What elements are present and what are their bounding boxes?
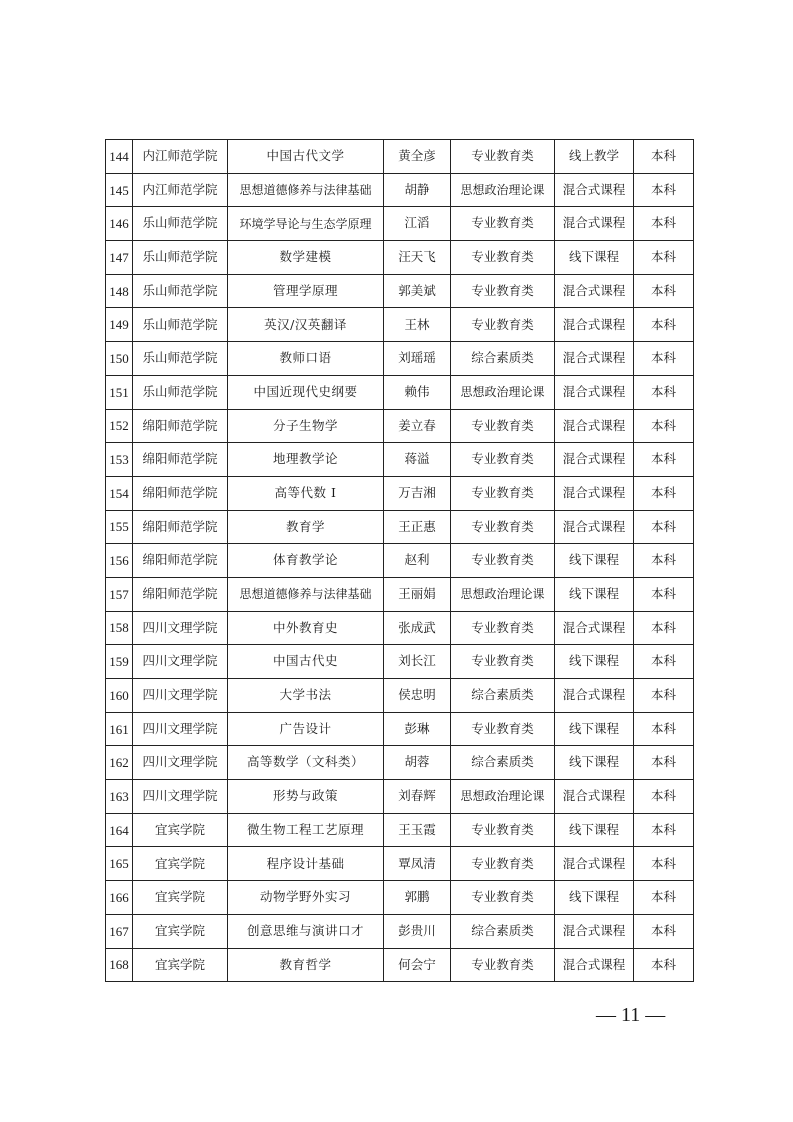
row-number: 146 xyxy=(106,207,133,241)
course-category: 专业教育类 xyxy=(451,510,555,544)
school-name: 内江师范学院 xyxy=(133,140,228,174)
course-name: 中国古代文学 xyxy=(228,140,384,174)
page-number: — 11 — xyxy=(596,1004,666,1026)
school-name: 四川文理学院 xyxy=(133,746,228,780)
school-name: 宜宾学院 xyxy=(133,813,228,847)
education-level: 本科 xyxy=(634,645,694,679)
school-name: 绵阳师范学院 xyxy=(133,510,228,544)
course-mode: 混合式课程 xyxy=(555,679,634,713)
course-mode: 混合式课程 xyxy=(555,342,634,376)
education-level: 本科 xyxy=(634,375,694,409)
row-number: 150 xyxy=(106,342,133,376)
row-number: 145 xyxy=(106,173,133,207)
school-name: 四川文理学院 xyxy=(133,645,228,679)
course-name: 广告设计 xyxy=(228,712,384,746)
course-category: 专业教育类 xyxy=(451,476,555,510)
teacher-name: 赵利 xyxy=(384,544,451,578)
table-row xyxy=(106,274,694,308)
row-number: 154 xyxy=(106,476,133,510)
table-row xyxy=(106,140,694,174)
course-mode: 混合式课程 xyxy=(555,611,634,645)
row-number: 155 xyxy=(106,510,133,544)
course-name: 思想道德修养与法律基础 xyxy=(228,577,384,611)
school-name: 绵阳师范学院 xyxy=(133,409,228,443)
row-number: 162 xyxy=(106,746,133,780)
course-name: 高等代数 I xyxy=(228,476,384,510)
course-mode: 线上教学 xyxy=(555,140,634,174)
teacher-name: 汪天飞 xyxy=(384,241,451,275)
school-name: 四川文理学院 xyxy=(133,712,228,746)
course-mode: 线下课程 xyxy=(555,746,634,780)
course-mode: 混合式课程 xyxy=(555,173,634,207)
teacher-name: 刘长江 xyxy=(384,645,451,679)
course-category: 专业教育类 xyxy=(451,611,555,645)
table-row xyxy=(106,611,694,645)
course-category: 思想政治理论课 xyxy=(451,375,555,409)
course-category: 综合素质类 xyxy=(451,679,555,713)
row-number: 166 xyxy=(106,881,133,915)
row-number: 156 xyxy=(106,544,133,578)
school-name: 乐山师范学院 xyxy=(133,375,228,409)
table-row xyxy=(106,443,694,477)
teacher-name: 何会宁 xyxy=(384,948,451,982)
school-name: 乐山师范学院 xyxy=(133,274,228,308)
course-name: 程序设计基础 xyxy=(228,847,384,881)
row-number: 149 xyxy=(106,308,133,342)
teacher-name: 郭美斌 xyxy=(384,274,451,308)
school-name: 四川文理学院 xyxy=(133,679,228,713)
course-name: 高等数学（文科类） xyxy=(228,746,384,780)
course-name: 创意思维与演讲口才 xyxy=(228,914,384,948)
row-number: 158 xyxy=(106,611,133,645)
row-number: 157 xyxy=(106,577,133,611)
course-mode: 混合式课程 xyxy=(555,476,634,510)
education-level: 本科 xyxy=(634,207,694,241)
course-name: 思想道德修养与法律基础 xyxy=(228,173,384,207)
course-mode: 混合式课程 xyxy=(555,847,634,881)
teacher-name: 张成武 xyxy=(384,611,451,645)
teacher-name: 王玉霞 xyxy=(384,813,451,847)
education-level: 本科 xyxy=(634,881,694,915)
school-name: 宜宾学院 xyxy=(133,881,228,915)
table-row xyxy=(106,173,694,207)
course-table xyxy=(105,139,694,982)
education-level: 本科 xyxy=(634,712,694,746)
school-name: 宜宾学院 xyxy=(133,847,228,881)
teacher-name: 胡蓉 xyxy=(384,746,451,780)
education-level: 本科 xyxy=(634,409,694,443)
course-name: 教育学 xyxy=(228,510,384,544)
course-category: 专业教育类 xyxy=(451,274,555,308)
course-mode: 线下课程 xyxy=(555,241,634,275)
course-category: 思想政治理论课 xyxy=(451,577,555,611)
course-name: 地理教学论 xyxy=(228,443,384,477)
school-name: 乐山师范学院 xyxy=(133,342,228,376)
course-category: 专业教育类 xyxy=(451,544,555,578)
course-name: 体育教学论 xyxy=(228,544,384,578)
course-name: 管理学原理 xyxy=(228,274,384,308)
education-level: 本科 xyxy=(634,914,694,948)
table-row xyxy=(106,847,694,881)
school-name: 内江师范学院 xyxy=(133,173,228,207)
table-row xyxy=(106,780,694,814)
course-mode: 线下课程 xyxy=(555,645,634,679)
course-name: 微生物工程工艺原理 xyxy=(228,813,384,847)
education-level: 本科 xyxy=(634,342,694,376)
course-name: 中国古代史 xyxy=(228,645,384,679)
education-level: 本科 xyxy=(634,544,694,578)
table-row xyxy=(106,679,694,713)
row-number: 148 xyxy=(106,274,133,308)
table-row xyxy=(106,712,694,746)
education-level: 本科 xyxy=(634,173,694,207)
course-name: 英汉/汉英翻译 xyxy=(228,308,384,342)
row-number: 153 xyxy=(106,443,133,477)
teacher-name: 彭琳 xyxy=(384,712,451,746)
course-category: 综合素质类 xyxy=(451,342,555,376)
table-row xyxy=(106,510,694,544)
school-name: 绵阳师范学院 xyxy=(133,577,228,611)
school-name: 绵阳师范学院 xyxy=(133,544,228,578)
table-row xyxy=(106,308,694,342)
table-row xyxy=(106,207,694,241)
course-name: 教师口语 xyxy=(228,342,384,376)
table-row xyxy=(106,813,694,847)
education-level: 本科 xyxy=(634,611,694,645)
table-row xyxy=(106,375,694,409)
course-mode: 混合式课程 xyxy=(555,409,634,443)
course-category: 思想政治理论课 xyxy=(451,173,555,207)
table-row xyxy=(106,241,694,275)
course-category: 专业教育类 xyxy=(451,813,555,847)
teacher-name: 姜立春 xyxy=(384,409,451,443)
row-number: 168 xyxy=(106,948,133,982)
course-mode: 混合式课程 xyxy=(555,948,634,982)
row-number: 165 xyxy=(106,847,133,881)
course-name: 中外教育史 xyxy=(228,611,384,645)
course-category: 专业教育类 xyxy=(451,712,555,746)
teacher-name: 王丽娟 xyxy=(384,577,451,611)
school-name: 绵阳师范学院 xyxy=(133,443,228,477)
table-row xyxy=(106,746,694,780)
course-mode: 混合式课程 xyxy=(555,375,634,409)
course-mode: 混合式课程 xyxy=(555,207,634,241)
row-number: 151 xyxy=(106,375,133,409)
course-mode: 线下课程 xyxy=(555,881,634,915)
course-mode: 混合式课程 xyxy=(555,780,634,814)
teacher-name: 覃凤清 xyxy=(384,847,451,881)
education-level: 本科 xyxy=(634,476,694,510)
teacher-name: 郭鹏 xyxy=(384,881,451,915)
row-number: 167 xyxy=(106,914,133,948)
course-mode: 混合式课程 xyxy=(555,274,634,308)
education-level: 本科 xyxy=(634,577,694,611)
course-category: 专业教育类 xyxy=(451,241,555,275)
school-name: 四川文理学院 xyxy=(133,611,228,645)
school-name: 乐山师范学院 xyxy=(133,241,228,275)
table-row xyxy=(106,577,694,611)
teacher-name: 江滔 xyxy=(384,207,451,241)
table-row xyxy=(106,645,694,679)
course-mode: 线下课程 xyxy=(555,813,634,847)
school-name: 绵阳师范学院 xyxy=(133,476,228,510)
course-name: 教育哲学 xyxy=(228,948,384,982)
course-category: 思想政治理论课 xyxy=(451,780,555,814)
row-number: 161 xyxy=(106,712,133,746)
school-name: 乐山师范学院 xyxy=(133,308,228,342)
course-category: 专业教育类 xyxy=(451,645,555,679)
education-level: 本科 xyxy=(634,140,694,174)
school-name: 四川文理学院 xyxy=(133,780,228,814)
course-name: 大学书法 xyxy=(228,679,384,713)
row-number: 147 xyxy=(106,241,133,275)
education-level: 本科 xyxy=(634,510,694,544)
course-category: 综合素质类 xyxy=(451,914,555,948)
table-row xyxy=(106,948,694,982)
table-row xyxy=(106,544,694,578)
course-name: 中国近现代史纲要 xyxy=(228,375,384,409)
course-mode: 混合式课程 xyxy=(555,308,634,342)
table-row xyxy=(106,914,694,948)
teacher-name: 彭贵川 xyxy=(384,914,451,948)
course-name: 分子生物学 xyxy=(228,409,384,443)
course-mode: 线下课程 xyxy=(555,577,634,611)
education-level: 本科 xyxy=(634,241,694,275)
education-level: 本科 xyxy=(634,443,694,477)
row-number: 164 xyxy=(106,813,133,847)
teacher-name: 胡静 xyxy=(384,173,451,207)
table-row xyxy=(106,409,694,443)
education-level: 本科 xyxy=(634,813,694,847)
course-category: 专业教育类 xyxy=(451,409,555,443)
table-row xyxy=(106,476,694,510)
course-mode: 混合式课程 xyxy=(555,914,634,948)
course-mode: 线下课程 xyxy=(555,712,634,746)
course-name: 动物学野外实习 xyxy=(228,881,384,915)
course-category: 专业教育类 xyxy=(451,207,555,241)
education-level: 本科 xyxy=(634,274,694,308)
teacher-name: 刘瑶瑶 xyxy=(384,342,451,376)
row-number: 152 xyxy=(106,409,133,443)
course-category: 专业教育类 xyxy=(451,443,555,477)
course-category: 专业教育类 xyxy=(451,140,555,174)
course-name: 数学建模 xyxy=(228,241,384,275)
course-name: 环境学导论与生态学原理 xyxy=(228,207,384,241)
education-level: 本科 xyxy=(634,847,694,881)
school-name: 宜宾学院 xyxy=(133,914,228,948)
course-category: 专业教育类 xyxy=(451,308,555,342)
row-number: 144 xyxy=(106,140,133,174)
course-category: 综合素质类 xyxy=(451,746,555,780)
course-name: 形势与政策 xyxy=(228,780,384,814)
teacher-name: 万吉湘 xyxy=(384,476,451,510)
school-name: 乐山师范学院 xyxy=(133,207,228,241)
education-level: 本科 xyxy=(634,679,694,713)
teacher-name: 侯忠明 xyxy=(384,679,451,713)
course-category: 专业教育类 xyxy=(451,948,555,982)
teacher-name: 蒋溢 xyxy=(384,443,451,477)
teacher-name: 王林 xyxy=(384,308,451,342)
education-level: 本科 xyxy=(634,746,694,780)
course-category: 专业教育类 xyxy=(451,847,555,881)
teacher-name: 黄全彦 xyxy=(384,140,451,174)
teacher-name: 刘春辉 xyxy=(384,780,451,814)
education-level: 本科 xyxy=(634,948,694,982)
school-name: 宜宾学院 xyxy=(133,948,228,982)
teacher-name: 王正惠 xyxy=(384,510,451,544)
row-number: 163 xyxy=(106,780,133,814)
education-level: 本科 xyxy=(634,308,694,342)
table-row xyxy=(106,881,694,915)
table-row xyxy=(106,342,694,376)
row-number: 159 xyxy=(106,645,133,679)
teacher-name: 赖伟 xyxy=(384,375,451,409)
course-mode: 混合式课程 xyxy=(555,443,634,477)
education-level: 本科 xyxy=(634,780,694,814)
course-mode: 线下课程 xyxy=(555,544,634,578)
row-number: 160 xyxy=(106,679,133,713)
course-mode: 混合式课程 xyxy=(555,510,634,544)
course-category: 专业教育类 xyxy=(451,881,555,915)
